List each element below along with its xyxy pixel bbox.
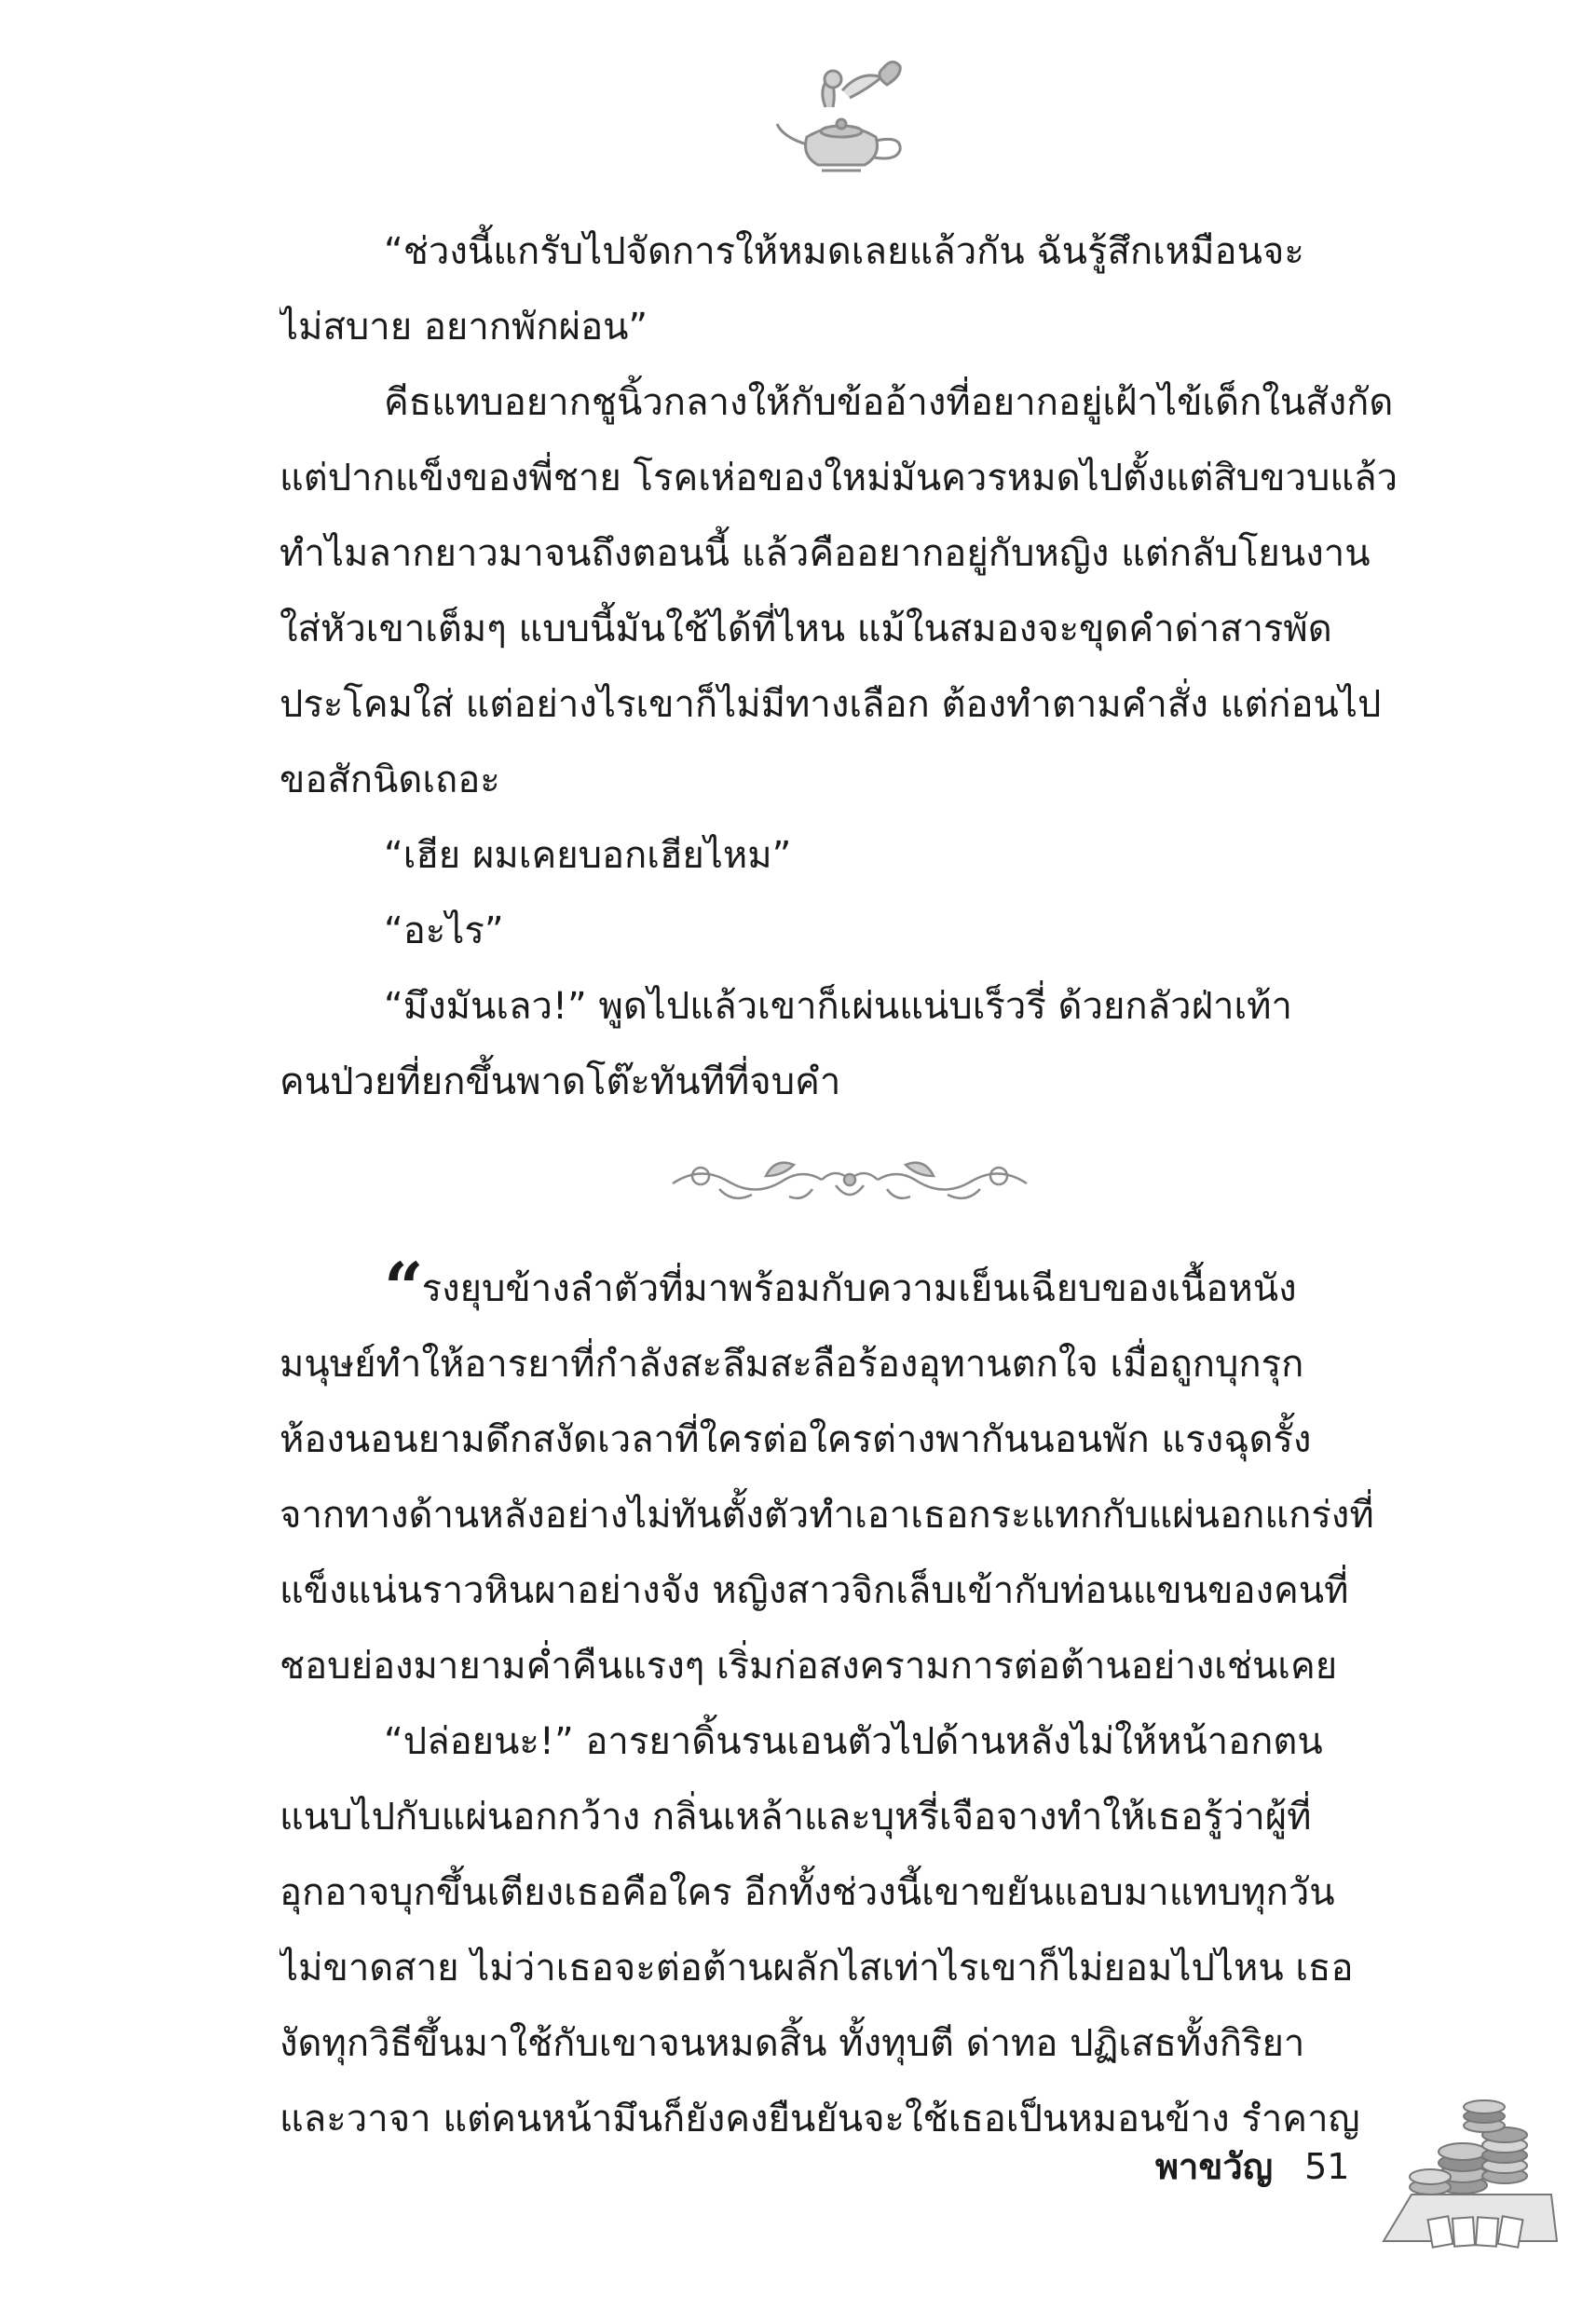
paragraph-line: อุกอาจบุกขึ้นเตียงเธอคือใคร อีกทั้งช่วงนี้เขาขยันแอบมาแทบทุกวัน [280, 1871, 1335, 1914]
paragraph-line: คีธแทบอยากชูนิ้วกลางให้กับข้ออ้างที่อยากอยู่เฝ้าไข้เด็กในสังกัด [384, 381, 1394, 424]
page-number: 51 [1304, 2146, 1350, 2187]
paragraph-line: จากทางด้านหลังอย่างไม่ทันตั้งตัวทำเอาเธอกระแทกกับแผ่นอกแกร่งที่ [280, 1494, 1374, 1537]
paragraph-line-dropcap [280, 1251, 1427, 1327]
paragraph-line: “ปล่อยนะ!” อารยาดิ้นรนเอนตัวไปด้านหลังไม่ให้หน้าอกตน [384, 1720, 1323, 1763]
paragraph-text: รงยุบข้างลำตัวที่มาพร้อมกับความเย็นเฉียบของเนื้อหนัง [421, 1267, 1297, 1310]
paragraph-line: ขอสักนิดเถอะ [280, 759, 500, 801]
paragraph-line: ทำไมลากยาวมาจนถึงตอนนี้ แล้วคืออยากอยู่กับหญิง แต่กลับโยนงาน [280, 532, 1371, 575]
paragraph-line: ชอบย่องมายามค่ำคืนแรงๆ เริ่มก่อสงครามการต่อต้านอย่างเช่นเคย [280, 1645, 1338, 1688]
paragraph-line: มนุษย์ทำให้อารยาที่กำลังสะลึมสะลือร้องอุทานตกใจ เมื่อถูกบุกรุก [280, 1343, 1304, 1386]
teapot-cupid-icon [771, 51, 911, 182]
paragraph-line: ห้องนอนยามดึกสงัดเวลาที่ใครต่อใครต่างพากันนอนพัก แรงฉุดรั้ง [280, 1418, 1312, 1461]
text-section-1 [280, 214, 1427, 1120]
paragraph-line: และวาจา แต่คนหน้ามึนก็ยังคงยืนยันจะใช้เธอเป็นหมอนข้าง รำคาญ [280, 2098, 1360, 2140]
page-footer [1155, 2129, 1349, 2204]
paragraph-line: แต่ปากแข็งของพี่ชาย โรคเห่อของใหม่มันควรหมดไปตั้งแต่สิบขวบแล้ว [280, 457, 1398, 499]
floral-divider-icon [663, 1148, 1036, 1213]
paragraph-line: “มึงมันเลว!” พูดไปแล้วเขาก็เผ่นแน่บเร็วรี่ ด้วยกลัวฝ่าเท้า [384, 985, 1292, 1028]
paragraph-line: ไม่ขาดสาย ไม่ว่าเธอจะต่อต้านผลักไสเท่าไรเขาก็ไม่ยอมไปไหน เธอ [280, 1947, 1354, 1990]
paragraph-line: แนบไปกับแผ่นอกกว้าง กลิ่นเหล้าและบุหรี่เจือจางทำให้เธอรู้ว่าผู้ที่ [280, 1796, 1312, 1839]
paragraph-line: ใส่หัวเขาเต็มๆ แบบนี้มันใช้ได้ที่ไหน แม้ในสมองจะขุดคำด่าสารพัด [280, 608, 1332, 650]
paragraph-line: “ช่วงนี้แกรับไปจัดการให้หมดเลยแล้วกัน ฉันรู้สึกเหมือนจะ [384, 230, 1304, 273]
paragraph-line: งัดทุกวิธีขึ้นมาใช้กับเขาจนหมดสิ้น ทั้งทุบตี ด่าทอ ปฏิเสธทั้งกิริยา [280, 2022, 1305, 2065]
book-title: พาขวัญ [1155, 2146, 1274, 2187]
text-section-2 [280, 1251, 1427, 2157]
paragraph-line: ไม่สบาย อยากพักผ่อน” [280, 306, 648, 349]
poker-chips-icon [1374, 2083, 1561, 2260]
paragraph-line: “อะไร” [384, 909, 504, 952]
drop-cap: “ [384, 1251, 418, 1327]
paragraph-line: “เฮีย ผมเคยบอกเฮียไหม” [384, 834, 792, 877]
paragraph-line: แข็งแน่นราวหินผาอย่างจัง หญิงสาวจิกเล็บเข้ากับท่อนแขนของคนที่ [280, 1569, 1349, 1612]
paragraph-line: ประโคมใส่ แต่อย่างไรเขาก็ไม่มีทางเลือก ต้องทำตามคำสั่ง แต่ก่อนไป [280, 683, 1382, 726]
paragraph-line: คนป่วยที่ยกขึ้นพาดโต๊ะทันทีที่จบคำ [280, 1060, 841, 1103]
